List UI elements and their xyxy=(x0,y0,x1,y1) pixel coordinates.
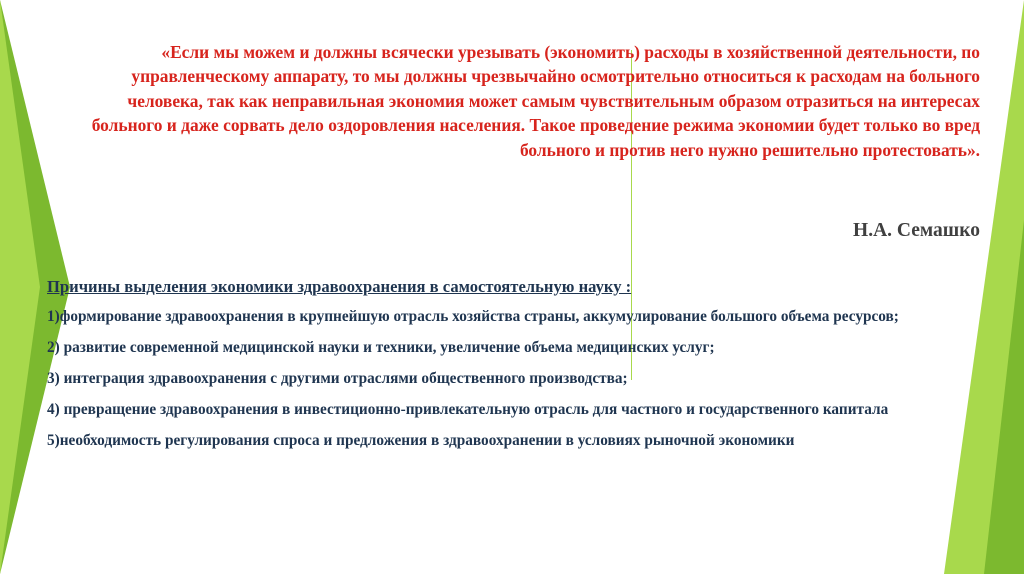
reason-item: 4) превращение здравоохранения в инвестиционно-привлекательную отрасль для частного и государственного капитала xyxy=(47,401,889,418)
reasons-heading: Причины выделения экономики здравоохранения в самостоятельную науку : xyxy=(47,277,632,296)
quote-author: Н.А. Семашко xyxy=(853,220,980,241)
reasons-list xyxy=(47,306,967,461)
reason-item: 2) развитие современной медицинской науки и техники, увеличение объема медицинских услуг; xyxy=(47,339,715,356)
quote-text: «Если мы можем и должны всячески урезывать (экономить) расходы в хозяйственной деятельности, по управленческому аппарату, то мы должны чрезвычайно осмотрительно относиться к расходам на больного человека, так как неправильная экономия может самым чувствительным образом отразиться на интересах больного и даже сорвать дело оздоровления населения. Такое проведение режима экономии будет только во вред больного и против него нужно решительно протестовать». xyxy=(91,42,980,160)
reason-item: 1)формирование здравоохранения в крупнейшую отрасль хозяйства страны, аккумулирование большого объема ресурсов; xyxy=(47,308,899,325)
reason-item: 3) интеграция здравоохранения с другими отраслями общественного производства; xyxy=(47,370,628,387)
reason-item: 5)необходимость регулирования спроса и предложения в здравоохранении в условиях рыночной экономики xyxy=(47,432,795,449)
